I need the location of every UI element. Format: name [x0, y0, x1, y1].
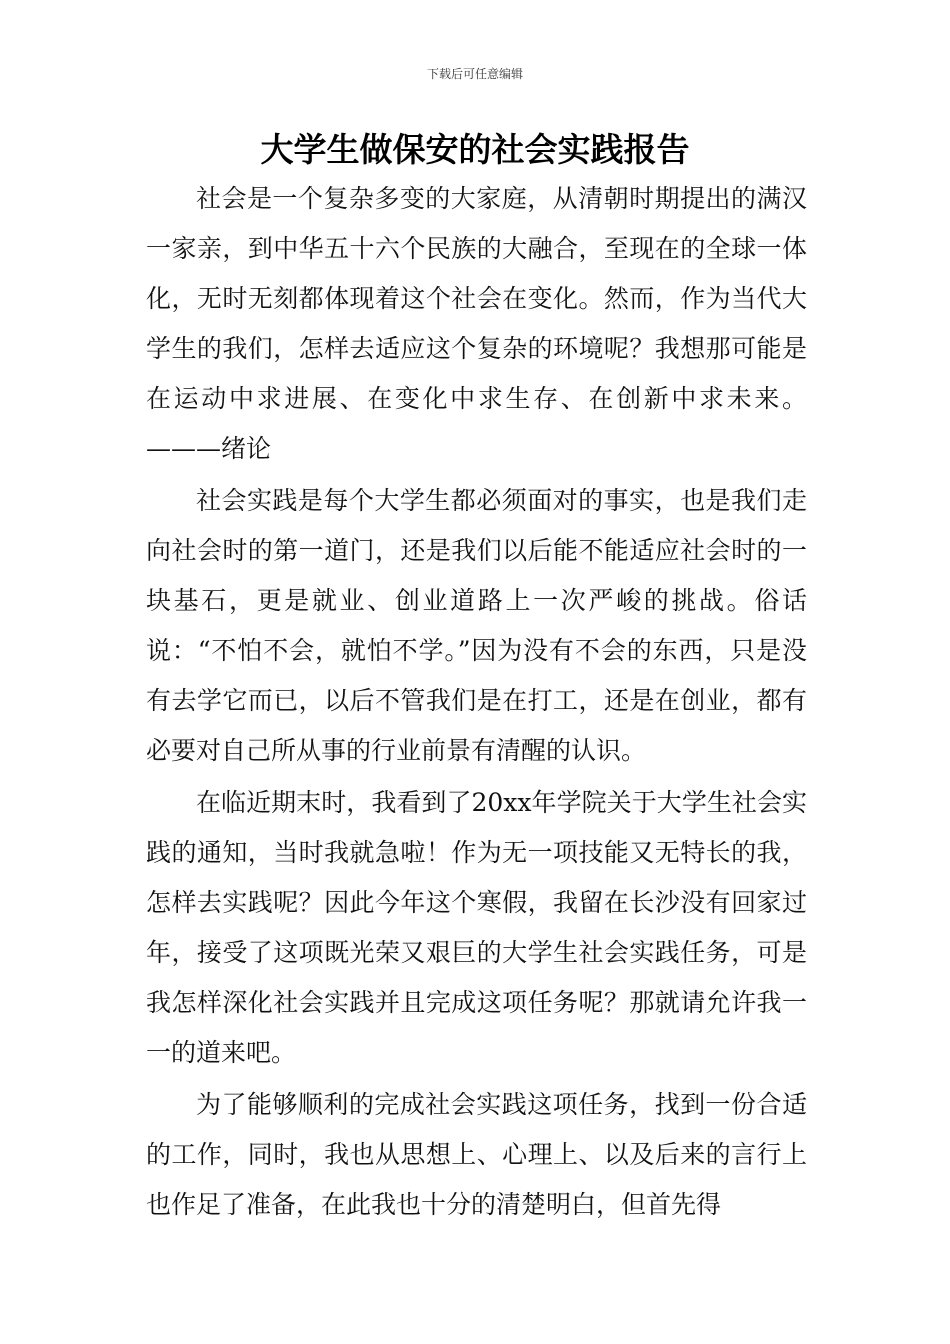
paragraph-preparation: 为了能够顺利的完成社会实践这项任务，找到一份合适的工作，同时，我也从思想上、心理上、以及后来的言行上也作足了准备，在此我也十分的清楚明白，但首先得 — [146, 1090, 807, 1219]
paragraph-social-practice: 社会实践是每个大学生都必须面对的事实，也是我们走向社会时的第一道门，还是我们以后能不能适应社会时的一块基石，更是就业、创业道路上一次严峻的挑战。俗话说：“不怕不会，就怕不学。”因为没有不会的东西，只是没有去学它而已，以后不管我们是在打工，还是在创业，都有必要对自己所从事的行业前景有清醒的认识。 — [146, 486, 807, 765]
paragraph-introduction: 社会是一个复杂多变的大家庭，从清朝时期提出的满汉一家亲，到中华五十六个民族的大融合，至现在的全球一体化，无时无刻都体现着这个社会在变化。然而，作为当代大学生的我们，怎样去适应这个复杂的环境呢？我想那可能是在运动中求进展、在变化中求生存、在创新中求未来。———绪论 — [146, 184, 807, 463]
document-title: 大学生做保安的社会实践报告 — [260, 130, 690, 169]
paragraph-winter-break: 在临近期末时，我看到了20xx年学院关于大学生社会实践的通知，当时我就急啦！作为无一项技能又无特长的我，怎样去实践呢？因此今年这个寒假，我留在长沙没有回家过年，接受了这项既光荣又艰巨的大学生社会实践任务，可是我怎样深化社会实践并且完成这项任务呢？那就请允许我一一的道来吧。 — [146, 788, 807, 1067]
document-body — [146, 174, 807, 1232]
header-note: 下载后可任意编辑 — [426, 67, 523, 81]
